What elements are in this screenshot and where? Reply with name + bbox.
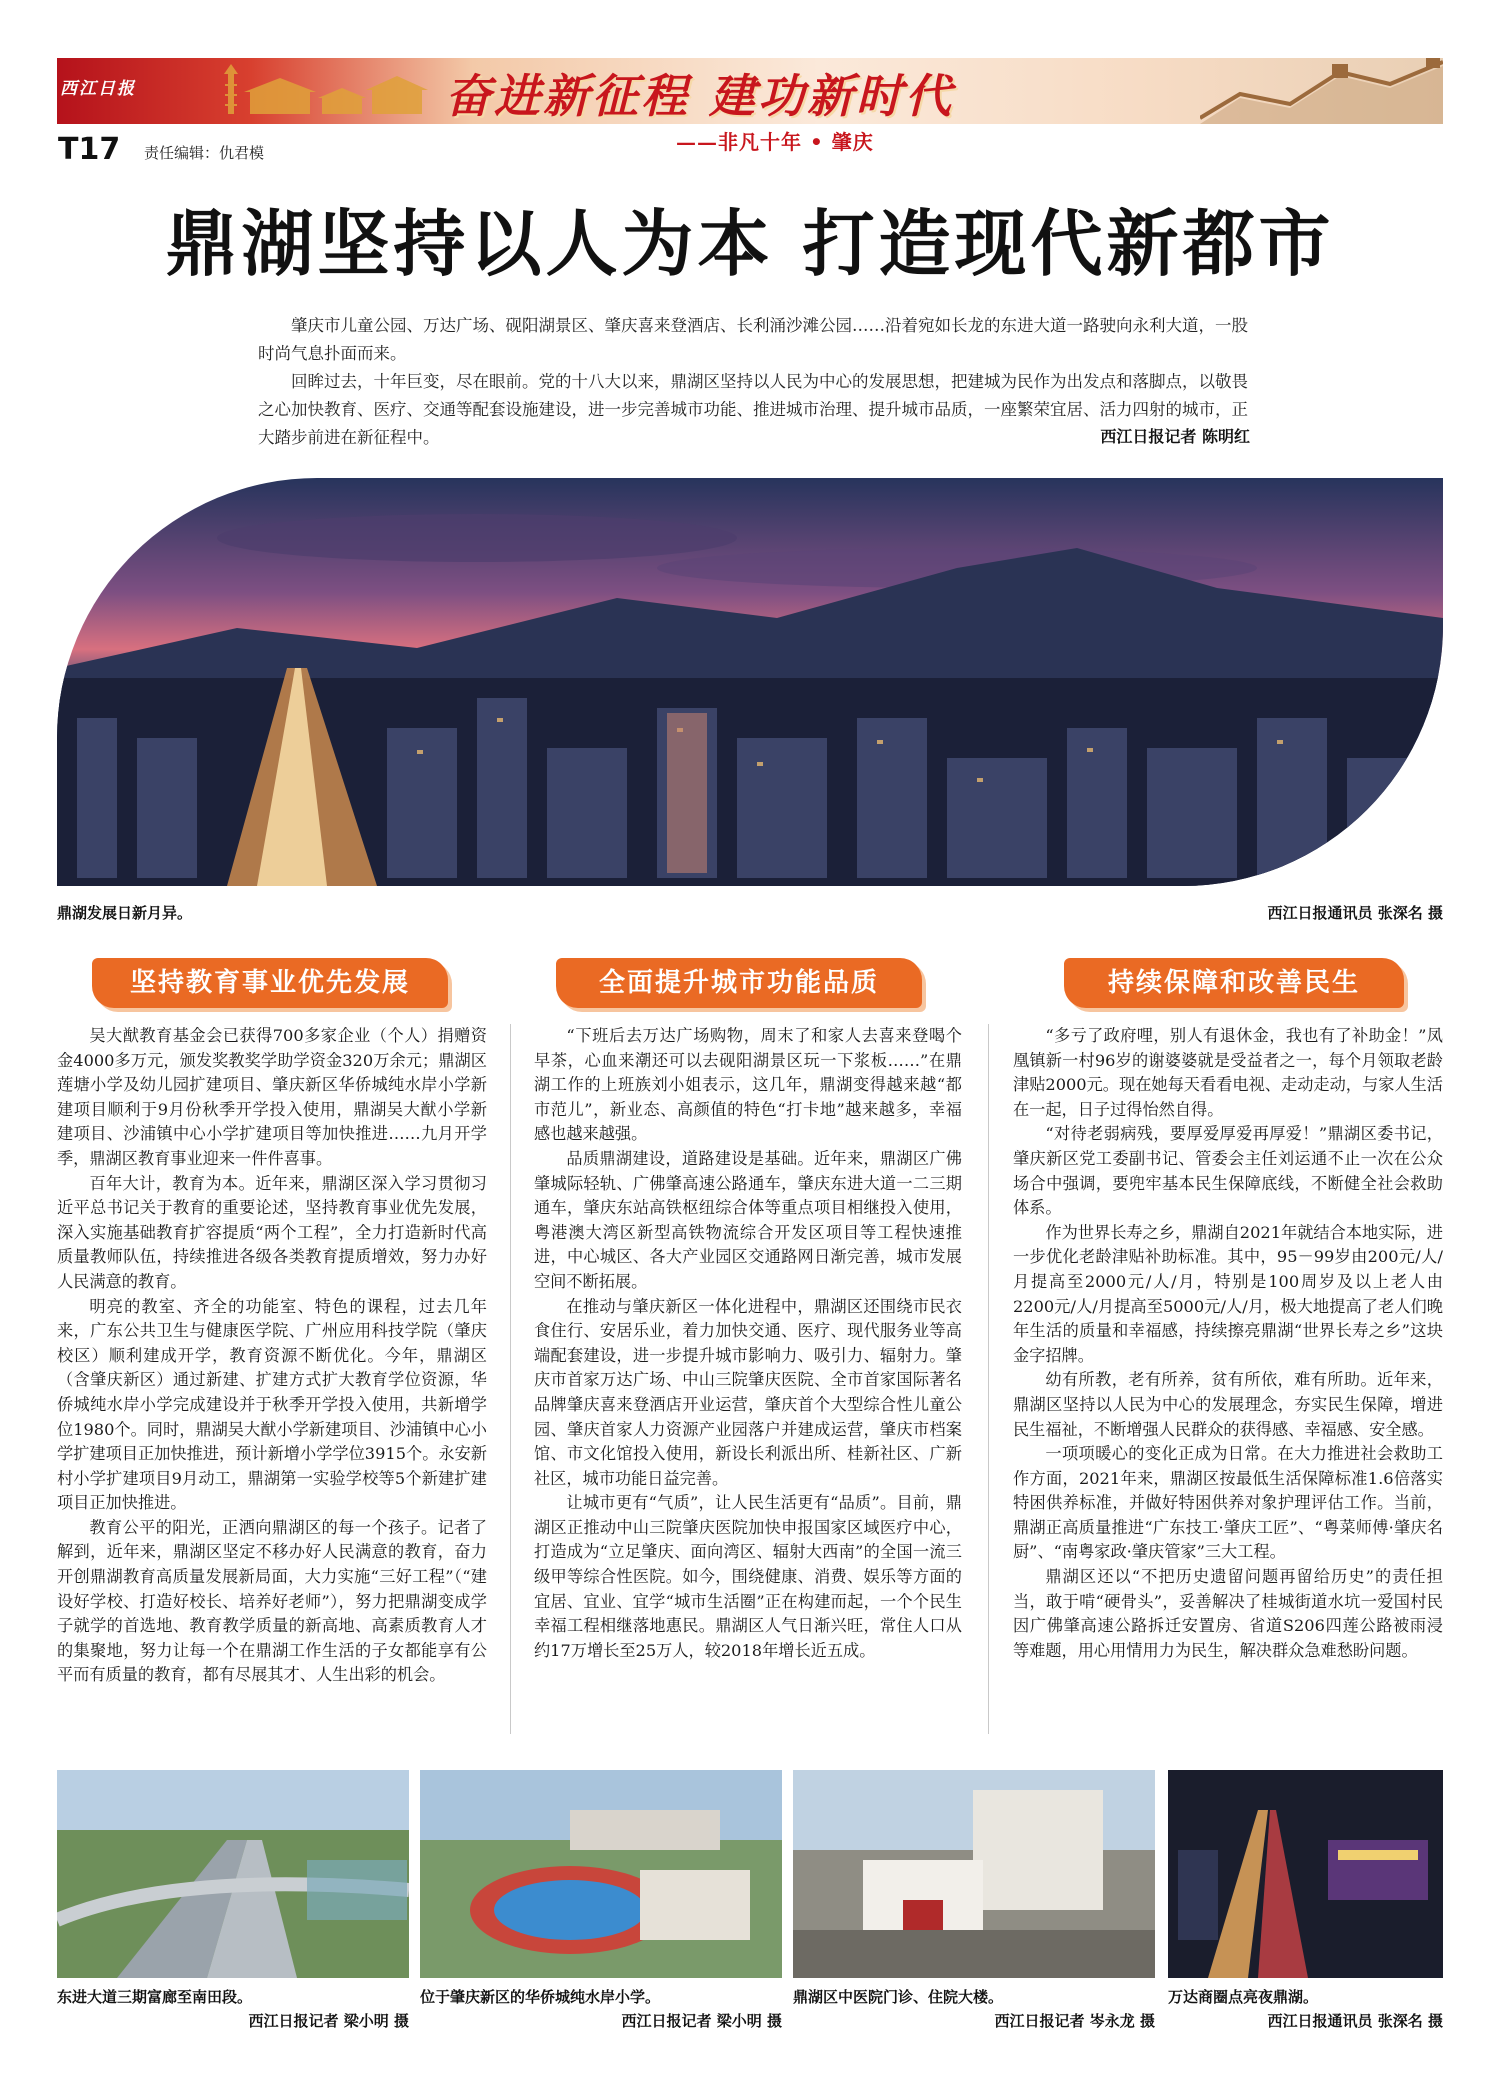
body-paragraph: 在推动与肇庆新区一体化进程中，鼎湖区还围绕市民衣食住行、安居乐业，着力加快交通、医疗、现代服务业等高端配套建设，进一步提升城市影响力、吸引力、辐射力。肇庆市首家万达广场、中山三院肇庆医院、全市首家国际著名品牌肇庆喜来登酒店开业运营，肇庆首个大型综合性儿童公园、肇庆首家人力资源产业园落户并建成运营，肇庆市档案馆、市文化馆投入使用，新设长利派出所、桂新社区、广新社区，城市功能日益完善。: [534, 1296, 962, 1488]
photo-credit: 西江日报记者 岑永龙 摄: [994, 2012, 1155, 2030]
body-paragraph: 品质鼎湖建设，道路建设是基础。近年来，鼎湖区广佛肇城际轻轨、广佛肇高速公路通车，肇庆东进大道一二三期通车，肇庆东站高铁枢纽综合体等重点项目相继投入使用，粤港澳大湾区新型高铁物流综合开发区项目等工程快速推进，中心城区、各大产业园区交通路网日渐完善，城市发展空间不断拓展。: [534, 1148, 962, 1291]
photo-school: [420, 1770, 782, 1978]
photo-caption: 位于肇庆新区的华侨城纯水岸小学。: [420, 1988, 661, 2006]
body-paragraph: 作为世界长寿之乡，鼎湖自2021年就结合本地实际，进一步优化老龄津贴补助标准。其中，95－99岁由200元/人/月提高至2000元/人/月，特别是100周岁及以上老人由2200元/人/月提高至5000元/人/月，极大地提高了老人们晚年生活的质量和幸福感，持续擦亮鼎湖“世界长寿之乡”这块金字招牌。: [1013, 1222, 1443, 1365]
section-title: 持续保障和改善民生: [1064, 958, 1404, 1008]
editor-credit: 责任编辑：仇君模: [144, 144, 265, 162]
column-livelihood: [1013, 1024, 1443, 1663]
great-wall-icon: [1200, 58, 1443, 124]
page-number: T17: [58, 132, 121, 167]
photo-night-plaza: [1168, 1770, 1443, 1978]
column-divider: [510, 1024, 511, 1734]
body-paragraph: “下班后去万达广场购物，周末了和家人去喜来登喝个早茶，心血来潮还可以去砚阳湖景区玩一下浆板……”在鼎湖工作的上班族刘小姐表示，这几年，鼎湖变得越来越“都市范儿”，新业态、高颜值的特色“打卡地”越来越多，幸福感也越来越强。: [534, 1026, 962, 1144]
photo-credit: 西江日报记者 梁小明 摄: [248, 2012, 409, 2030]
photo-credit: 西江日报记者 梁小明 摄: [621, 2012, 782, 2030]
hero-caption: 鼎湖发展日新月异。: [57, 904, 193, 922]
photo-caption: 万达商圈点亮夜鼎湖。: [1168, 1988, 1319, 2006]
column-divider: [988, 1024, 989, 1734]
pagoda-skyline-icon: [210, 60, 430, 118]
headline: 鼎湖坚持以人为本 打造现代新都市: [165, 201, 1335, 286]
body-paragraph: 百年大计，教育为本。近年来，鼎湖区深入学习贯彻习近平总书记关于教育的重要论述，坚持教育事业优先发展，深入实施基础教育扩容提质“两个工程”，全力打造新时代高质量教师队伍，持续推进各级各类教育提质增效，努力办好人民满意的教育。: [57, 1173, 487, 1291]
body-paragraph: “多亏了政府哩，别人有退休金，我也有了补助金！”凤凰镇新一村96岁的谢婆婆就是受益者之一，每个月领取老龄津贴2000元。现在她每天看看电视、走动走动，与家人生活在一起，日子过得怡然自得。: [1013, 1026, 1443, 1119]
photo-caption: 鼎湖区中医院门诊、住院大楼。: [793, 1988, 1004, 2006]
subslogan: ——非凡十年 • 肇庆: [676, 130, 874, 154]
hero-photo: [57, 478, 1443, 886]
body-paragraph: 吴大猷教育基金会已获得700多家企业（个人）捐赠资金4000多万元，颁发奖教奖学助学资金320万余元；鼎湖区莲塘小学及幼儿园扩建项目、肇庆新区华侨城纯水岸小学新建项目顺利于9月份秋季开学投入使用，鼎湖吴大猷小学新建项目、沙浦镇中心小学扩建项目等加快推进……九月开学季，鼎湖区教育事业迎来一件件喜事。: [57, 1026, 487, 1168]
column-city: [534, 1024, 962, 1663]
photo-road: [57, 1770, 409, 1978]
body-paragraph: 教育公平的阳光，正洒向鼎湖区的每一个孩子。记者了解到，近年来，鼎湖区坚定不移办好人民满意的教育，奋力开创鼎湖教育高质量发展新局面，大力实施“三好工程”（“建设好学校、打造好校长、培养好老师”），努力把鼎湖变成学子就学的首选地、教育教学质量的新高地、高素质教育人才的集聚地，努力让每一个在鼎湖工作生活的子女都能享有公平而有质量的教育，都有尽展其才、人生出彩的机会。: [57, 1517, 487, 1685]
lead-paragraph: 肇庆市儿童公园、万达广场、砚阳湖景区、肇庆喜来登酒店、长利涌沙滩公园……沿着宛如长龙的东进大道一路驶向永利大道，一股时尚气息扑面而来。: [258, 316, 1248, 363]
column-education: [57, 1024, 487, 1688]
slogan: 奋进新征程 建功新时代: [445, 69, 955, 123]
hero-credit: 西江日报通讯员 张深名 摄: [1267, 904, 1443, 922]
section-title: 坚持教育事业优先发展: [92, 958, 448, 1008]
paper-logo: 西江日报: [60, 79, 136, 99]
photo-hospital: [793, 1770, 1155, 1978]
byline: 西江日报记者 陈明红: [1100, 427, 1250, 446]
body-paragraph: 明亮的教室、齐全的功能室、特色的课程，过去几年来，广东公共卫生与健康医学院、广州应用科技学院（肇庆校区）顺利建成开学，教育资源不断优化。今年，鼎湖区（含肇庆新区）通过新建、扩建方式扩大教育学位资源，华侨城纯水岸小学完成建设并于秋季开学投入使用，共新增学位1980个。同时，鼎湖吴大猷小学新建项目、沙浦镇中心小学扩建项目正加快推进，预计新增小学学位3915个。永安新村小学扩建项目9月动工，鼎湖第一实验学校等5个新建扩建项目正加快推进。: [57, 1296, 487, 1513]
section-title: 全面提升城市功能品质: [556, 958, 922, 1008]
photo-caption: 东进大道三期富廊至南田段。: [57, 1988, 253, 2006]
lead-paragraph: 回眸过去，十年巨变，尽在眼前。党的十八大以来，鼎湖区坚持以人民为中心的发展思想，把建城为民作为出发点和落脚点，以敬畏之心加快教育、医疗、交通等配套设施建设，进一步完善城市功能、推进城市治理、提升城市品质，一座繁荣宜居、活力四射的城市，正大踏步前进在新征程中。: [258, 372, 1248, 447]
body-paragraph: 幼有所教，老有所养，贫有所依，难有所助。近年来，鼎湖区坚持以人民为中心的发展理念，夯实民生保障，增进民生福祉，不断增强人民群众的获得感、幸福感、安全感。: [1013, 1370, 1443, 1439]
body-paragraph: 让城市更有“气质”，让人民生活更有“品质”。目前，鼎湖区正推动中山三院肇庆医院加快申报国家区域医疗中心，打造成为“立足肇庆、面向湾区、辐射大西南”的全国一流三级甲等综合性医院。如今，围绕健康、消费、娱乐等方面的宜居、宜业、宜学“城市生活圈”正在构建而起，一个个民生幸福工程相继落地惠民。鼎湖区人气日渐兴旺，常住人口从约17万增长至25万人，较2018年增长近五成。: [534, 1493, 962, 1660]
photo-credit: 西江日报通讯员 张深名 摄: [1267, 2012, 1443, 2030]
body-paragraph: 鼎湖区还以“不把历史遗留问题再留给历史”的责任担当，敢于啃“硬骨头”，妥善解决了桂城街道水坑一爱国村民因广佛肇高速公路拆迁安置房、省道S206四莲公路被雨浸等难题，用心用情用力为民生，解决群众急难愁盼问题。: [1013, 1567, 1443, 1660]
body-paragraph: 一项项暖心的变化正成为日常。在大力推进社会救助工作方面，2021年来，鼎湖区按最低生活保障标准1.6倍落实特困供养标准，并做好特困供养对象护理评估工作。当前，鼎湖正高质量推进“广东技工·肇庆工匠”、“粤菜师傅·肇庆名厨”、“南粤家政·肇庆管家”三大工程。: [1013, 1444, 1443, 1562]
body-paragraph: “对待老弱病残，要厚爱厚爱再厚爱！”鼎湖区委书记，肇庆新区党工委副书记、管委会主任刘运通不止一次在公众场合中强调，要兜牢基本民生保障底线，不断健全社会救助体系。: [1013, 1124, 1443, 1218]
